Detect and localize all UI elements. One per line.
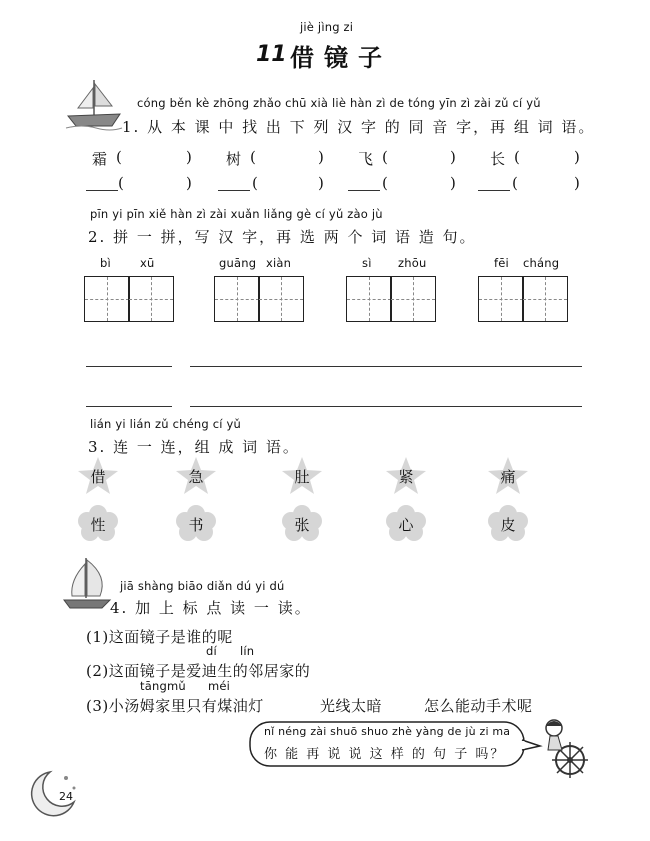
q4-sentence-3c: 怎么能动手术呢 <box>424 697 533 715</box>
q1-pinyin: cóng běn kè zhōng zhǎo chū xià liè hàn zì de tóng yīn zì zài zǔ cí yǔ <box>137 96 541 110</box>
answer-blank[interactable] <box>218 190 250 191</box>
q2-word-4-b: cháng <box>523 256 560 270</box>
q1-char-4: 长 <box>490 150 508 168</box>
q2-word-2-a: guāng <box>219 256 257 270</box>
q4-pinyin: jiā shàng biāo diǎn dú yi dú <box>120 579 285 593</box>
answer-blank[interactable] <box>478 190 510 191</box>
paren-open: ( <box>382 148 390 166</box>
cloud-word-4[interactable]: 心 <box>384 504 428 544</box>
writing-grid[interactable] <box>84 276 130 322</box>
q4-sentence-1: (1)这面镜子是谁的呢 <box>86 628 233 646</box>
page-title: 借镜子 <box>290 44 392 72</box>
paren-open: ( <box>116 148 124 166</box>
q1-char-1: 霜 <box>92 150 110 168</box>
paren-open: ( <box>252 174 260 192</box>
paren-close: ) <box>574 148 582 166</box>
paren-open: ( <box>382 174 390 192</box>
bubble-text: 你 能 再 说 说 这 样 的 句 子 吗？ <box>264 747 506 762</box>
paren-close: ) <box>318 148 326 166</box>
q4-instruction: 4. 加 上 标 点 读 一 读。 <box>110 599 312 617</box>
writing-grid[interactable] <box>478 276 524 322</box>
writing-grid[interactable] <box>258 276 304 322</box>
writing-grid[interactable] <box>390 276 436 322</box>
q4-s2-pinyin-b: lín <box>240 644 255 658</box>
sailboat-icon <box>62 76 124 132</box>
q4-sentence-3a: (3)小汤姆家里只有煤油灯 <box>86 697 264 715</box>
bubble-pinyin: nǐ néng zài shuō shuo zhè yàng de jù zi ma <box>264 725 511 738</box>
answer-line-sentence[interactable] <box>190 366 582 367</box>
q4-sentence-2: (2)这面镜子是爱迪生的邻居家的 <box>86 662 311 680</box>
q2-word-4-a: fēi <box>494 256 509 270</box>
star-word-1[interactable]: 借 <box>76 456 120 496</box>
cloud-word-3[interactable]: 张 <box>280 504 324 544</box>
q4-s2-pinyin-a: dí <box>206 644 217 658</box>
q1-char-2: 树 <box>226 150 244 168</box>
q1-instruction: 1. 从 本 课 中 找 出 下 列 汉 字 的 同 音 字，再 组 词 语。 <box>122 118 596 136</box>
star-word-2[interactable]: 急 <box>174 456 218 496</box>
q2-word-2-b: xiàn <box>266 256 292 270</box>
paren-open: ( <box>250 148 258 166</box>
cloud-word-1[interactable]: 性 <box>76 504 120 544</box>
writing-grid[interactable] <box>522 276 568 322</box>
q2-pinyin: pīn yi pīn xiě hàn zì zài xuǎn liǎng gè cí yǔ zào jù <box>90 207 383 221</box>
paren-close: ) <box>186 148 194 166</box>
q3-pinyin: lián yi lián zǔ chéng cí yǔ <box>90 417 241 431</box>
star-word-5[interactable]: 痛 <box>486 456 530 496</box>
title-pinyin: jiè jìng zi <box>300 20 354 34</box>
answer-line-word[interactable] <box>86 366 172 367</box>
answer-line-word[interactable] <box>86 406 172 407</box>
paren-close: ) <box>574 174 582 192</box>
paren-close: ) <box>450 174 458 192</box>
paren-open: ( <box>512 174 520 192</box>
q2-word-1-a: bì <box>100 256 111 270</box>
q1-char-3: 飞 <box>358 150 376 168</box>
paren-open: ( <box>118 174 126 192</box>
q4-s3-pinyin-a: tāngmǔ <box>140 679 186 693</box>
sailboat-icon <box>60 556 116 612</box>
paren-close: ) <box>450 148 458 166</box>
boy-ship-wheel-icon <box>540 714 600 780</box>
lesson-number: 11 <box>256 42 287 67</box>
q2-word-3-b: zhōu <box>398 256 427 270</box>
q2-word-3-a: sì <box>362 256 372 270</box>
cloud-word-2[interactable]: 书 <box>174 504 218 544</box>
answer-blank[interactable] <box>348 190 380 191</box>
q4-sentence-3b: 光线太暗 <box>320 697 383 715</box>
paren-close: ) <box>318 174 326 192</box>
paren-open: ( <box>514 148 522 166</box>
cloud-word-5[interactable]: 皮 <box>486 504 530 544</box>
q3-instruction: 3. 连 一 连，组 成 词 语。 <box>88 438 300 456</box>
q4-s3-pinyin-b: méi <box>208 679 231 693</box>
star-word-4[interactable]: 紧 <box>384 456 428 496</box>
writing-grid[interactable] <box>128 276 174 322</box>
star-word-3[interactable]: 肚 <box>280 456 324 496</box>
answer-line-sentence[interactable] <box>190 406 582 407</box>
writing-grid[interactable] <box>214 276 260 322</box>
q2-instruction: 2. 拼 一 拼，写 汉 字，再 选 两 个 词 语 造 句。 <box>88 228 477 246</box>
answer-blank[interactable] <box>86 190 118 191</box>
paren-close: ) <box>186 174 194 192</box>
q2-word-1-b: xū <box>140 256 155 270</box>
page-number: 24 <box>59 790 73 803</box>
writing-grid[interactable] <box>346 276 392 322</box>
